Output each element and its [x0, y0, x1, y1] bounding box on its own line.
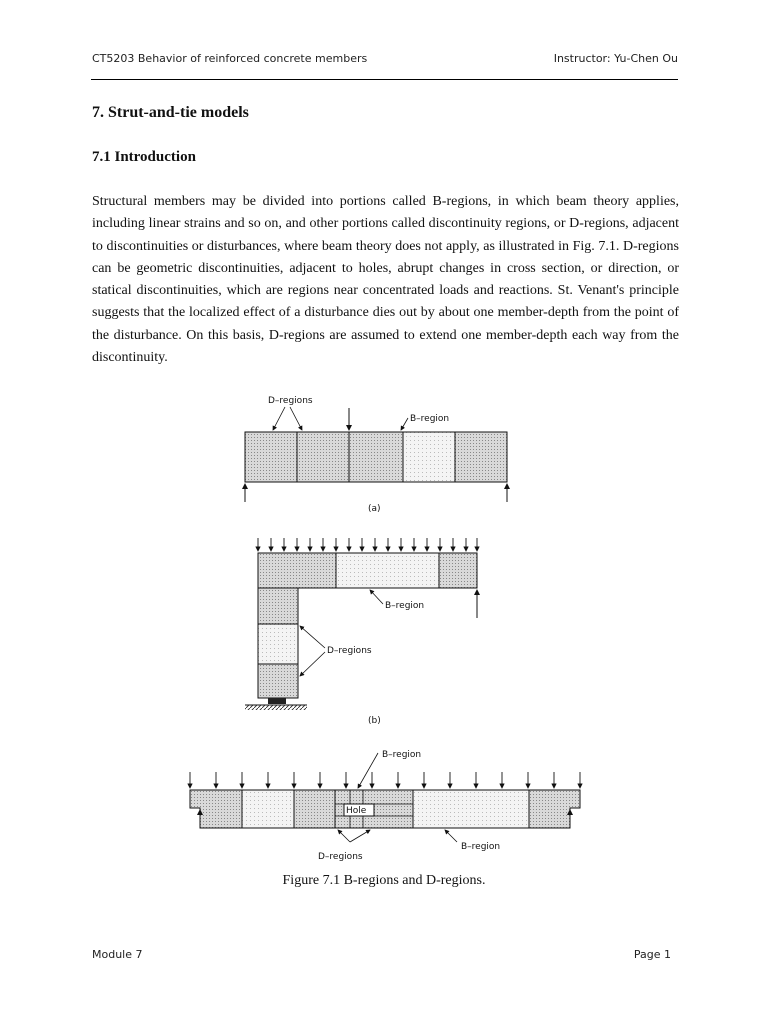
label-a-b-region: B–region	[410, 414, 450, 424]
diagram-c	[190, 750, 580, 862]
figure-drawing	[170, 380, 610, 880]
label-c-b-region-right: B–region	[461, 842, 501, 852]
section-title: 7. Strut-and-tie models	[92, 104, 249, 121]
diagram-a	[245, 396, 507, 514]
label-c-hole: Hole	[346, 806, 367, 816]
label-c-b-region-top: B–region	[382, 750, 422, 760]
subsection-title: 7.1 Introduction	[92, 149, 196, 165]
sublabel-b: (b)	[368, 716, 381, 726]
sublabel-a: (a)	[368, 504, 381, 514]
figure-7-1	[170, 380, 610, 880]
header-divider	[91, 79, 678, 80]
header-instructor: Instructor: Yu-Chen Ou	[553, 52, 678, 65]
label-b-d-regions: D–regions	[327, 646, 372, 656]
label-a-d-regions: D–regions	[268, 396, 313, 406]
footer-page-number: Page 1	[633, 948, 671, 961]
header-course-title: CT5203 Behavior of reinforced concrete members	[92, 52, 368, 65]
label-b-b-region: B–region	[385, 601, 425, 611]
figure-caption: Figure 7.1 B-regions and D-regions.	[282, 873, 486, 888]
intro-paragraph: Structural members may be divided into portions called B-regions, in which beam theory applies, including linear strains and so on, and other portions called discontinuity regions, or D-regions, adjacent to discontinuities or disturbances, where beam theory does not apply, as illustrated in Fig. 7.1. D-regions can be geometric discontinuities, adjacent to holes, abrupt changes in cross section, or direction, or statical discontinuities, which are regions near concentrated loads and reactions. St. Venant's principle suggests that the localized effect of a disturbance dies out by about one member-depth from the point of the disturbance. On this basis, D-regions are assumed to extend one member-depth each way from the discontinuity.	[92, 194, 679, 366]
label-c-d-regions: D–regions	[318, 852, 363, 862]
diagram-b	[245, 538, 477, 726]
footer-module: Module 7	[92, 948, 143, 961]
